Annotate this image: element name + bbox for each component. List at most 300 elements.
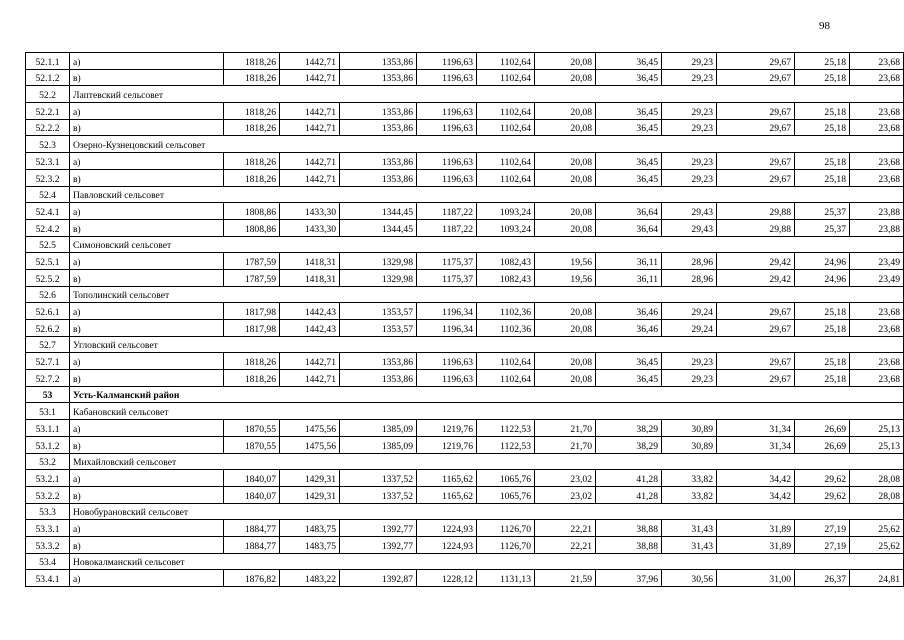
- council-header-row: [26, 286, 904, 303]
- value-cell: 1884,77: [224, 536, 280, 553]
- value-cell: 36,45: [596, 53, 662, 70]
- value-cell: 1385,09: [340, 420, 417, 437]
- table-row: [26, 470, 904, 487]
- value-cell: 1196,34: [417, 320, 477, 337]
- council-header-row: [26, 86, 904, 103]
- value-cell: 1093,24: [477, 219, 535, 236]
- value-cell: 29,67: [717, 119, 795, 136]
- value-cell: 19,56: [535, 269, 596, 286]
- value-cell: 29,23: [662, 153, 717, 170]
- table-row: [26, 203, 904, 220]
- value-cell: 1483,75: [280, 536, 340, 553]
- value-cell: 1187,22: [417, 203, 477, 220]
- value-cell: 29,23: [662, 169, 717, 186]
- row-code: 52.4.1: [26, 203, 70, 220]
- value-cell: 23,68: [850, 303, 904, 320]
- value-cell: 29,67: [717, 53, 795, 70]
- row-code: 52.3.1: [26, 153, 70, 170]
- value-cell: 1818,26: [224, 53, 280, 70]
- value-cell: 1392,87: [340, 570, 417, 587]
- value-cell: 29,67: [717, 103, 795, 120]
- value-cell: 29,88: [717, 219, 795, 236]
- value-cell: 28,08: [850, 470, 904, 487]
- value-cell: 1353,86: [340, 69, 417, 86]
- row-code: 52.5.2: [26, 269, 70, 286]
- row-code: 53.1.2: [26, 436, 70, 453]
- section-name: Тополинский сельсовет: [70, 286, 904, 303]
- value-cell: 1353,86: [340, 119, 417, 136]
- value-cell: 1082,43: [477, 269, 535, 286]
- value-cell: 36,45: [596, 353, 662, 370]
- value-cell: 1818,26: [224, 169, 280, 186]
- value-cell: 29,23: [662, 69, 717, 86]
- value-cell: 23,02: [535, 486, 596, 503]
- value-cell: 29,23: [662, 119, 717, 136]
- value-cell: 23,88: [850, 203, 904, 220]
- value-cell: 1196,63: [417, 53, 477, 70]
- value-cell: 31,89: [717, 520, 795, 537]
- value-cell: 29,67: [717, 169, 795, 186]
- value-cell: 1818,26: [224, 370, 280, 387]
- section-name: Усть-Калманский район: [70, 386, 904, 403]
- row-label: а): [70, 203, 224, 220]
- row-label: а): [70, 520, 224, 537]
- value-cell: 1483,75: [280, 520, 340, 537]
- row-code: 53.4.1: [26, 570, 70, 587]
- value-cell: 25,13: [850, 436, 904, 453]
- value-cell: 1392,77: [340, 536, 417, 553]
- table-row: [26, 169, 904, 186]
- value-cell: 21,59: [535, 570, 596, 587]
- value-cell: 1442,71: [280, 153, 340, 170]
- section-name: Михайловский сельсовет: [70, 453, 904, 470]
- value-cell: 23,68: [850, 353, 904, 370]
- value-cell: 23,68: [850, 169, 904, 186]
- value-cell: 28,08: [850, 486, 904, 503]
- value-cell: 1102,36: [477, 320, 535, 337]
- row-label: а): [70, 103, 224, 120]
- row-code: 53.2.1: [26, 470, 70, 487]
- value-cell: 1442,71: [280, 353, 340, 370]
- row-label: в): [70, 486, 224, 503]
- value-cell: 1102,64: [477, 153, 535, 170]
- value-cell: 1082,43: [477, 253, 535, 270]
- value-cell: 25,18: [795, 370, 850, 387]
- row-label: а): [70, 570, 224, 587]
- value-cell: 31,34: [717, 420, 795, 437]
- value-cell: 23,68: [850, 119, 904, 136]
- value-cell: 29,23: [662, 353, 717, 370]
- value-cell: 20,08: [535, 303, 596, 320]
- value-cell: 29,43: [662, 219, 717, 236]
- table-row: [26, 253, 904, 270]
- value-cell: 1353,86: [340, 53, 417, 70]
- value-cell: 24,96: [795, 269, 850, 286]
- value-cell: 1818,26: [224, 103, 280, 120]
- value-cell: 34,42: [717, 486, 795, 503]
- value-cell: 1196,63: [417, 69, 477, 86]
- value-cell: 25,18: [795, 320, 850, 337]
- value-cell: 1818,26: [224, 119, 280, 136]
- council-header-row: [26, 553, 904, 570]
- value-cell: 25,37: [795, 203, 850, 220]
- value-cell: 31,43: [662, 536, 717, 553]
- value-cell: 31,00: [717, 570, 795, 587]
- row-code: 53.2.2: [26, 486, 70, 503]
- value-cell: 29,67: [717, 353, 795, 370]
- value-cell: 29,24: [662, 320, 717, 337]
- value-cell: 1808,86: [224, 203, 280, 220]
- value-cell: 1175,37: [417, 269, 477, 286]
- value-cell: 1787,59: [224, 269, 280, 286]
- value-cell: 36,11: [596, 269, 662, 286]
- table-row: [26, 320, 904, 337]
- value-cell: 38,88: [596, 536, 662, 553]
- table-row: [26, 303, 904, 320]
- table-row: [26, 486, 904, 503]
- value-cell: 21,70: [535, 436, 596, 453]
- value-cell: 20,08: [535, 353, 596, 370]
- council-header-row: [26, 236, 904, 253]
- value-cell: 29,23: [662, 103, 717, 120]
- value-cell: 1353,57: [340, 303, 417, 320]
- value-cell: 23,68: [850, 69, 904, 86]
- value-cell: 25,13: [850, 420, 904, 437]
- row-label: в): [70, 536, 224, 553]
- value-cell: 26,69: [795, 436, 850, 453]
- value-cell: 23,88: [850, 219, 904, 236]
- row-code: 52.2: [26, 86, 70, 103]
- value-cell: 29,42: [717, 253, 795, 270]
- value-cell: 23,02: [535, 470, 596, 487]
- value-cell: 28,96: [662, 269, 717, 286]
- row-code: 53: [26, 386, 70, 403]
- value-cell: 38,29: [596, 436, 662, 453]
- value-cell: 1196,63: [417, 169, 477, 186]
- row-label: а): [70, 153, 224, 170]
- council-header-row: [26, 503, 904, 520]
- value-cell: 29,24: [662, 303, 717, 320]
- value-cell: 36,46: [596, 320, 662, 337]
- value-cell: 1870,55: [224, 420, 280, 437]
- value-cell: 1131,13: [477, 570, 535, 587]
- row-label: а): [70, 253, 224, 270]
- value-cell: 20,08: [535, 370, 596, 387]
- table-row: [26, 53, 904, 70]
- value-cell: 25,37: [795, 219, 850, 236]
- value-cell: 1353,86: [340, 153, 417, 170]
- value-cell: 37,96: [596, 570, 662, 587]
- row-code: 53.3.1: [26, 520, 70, 537]
- value-cell: 1433,30: [280, 203, 340, 220]
- table-row: [26, 570, 904, 587]
- value-cell: 25,18: [795, 53, 850, 70]
- council-header-row: [26, 453, 904, 470]
- value-cell: 1224,93: [417, 520, 477, 537]
- value-cell: 1093,24: [477, 203, 535, 220]
- value-cell: 20,08: [535, 153, 596, 170]
- row-label: в): [70, 436, 224, 453]
- value-cell: 1329,98: [340, 269, 417, 286]
- value-cell: 20,08: [535, 219, 596, 236]
- row-label: в): [70, 69, 224, 86]
- council-header-row: [26, 403, 904, 420]
- value-cell: 1787,59: [224, 253, 280, 270]
- value-cell: 1102,64: [477, 69, 535, 86]
- value-cell: 1196,34: [417, 303, 477, 320]
- value-cell: 38,88: [596, 520, 662, 537]
- value-cell: 1337,52: [340, 486, 417, 503]
- value-cell: 1429,31: [280, 470, 340, 487]
- value-cell: 34,42: [717, 470, 795, 487]
- value-cell: 1196,63: [417, 119, 477, 136]
- value-cell: 36,11: [596, 253, 662, 270]
- row-code: 52.1.1: [26, 53, 70, 70]
- section-name: Симоновский сельсовет: [70, 236, 904, 253]
- value-cell: 23,68: [850, 103, 904, 120]
- row-label: а): [70, 470, 224, 487]
- table-row: [26, 219, 904, 236]
- value-cell: 41,28: [596, 486, 662, 503]
- value-cell: 1126,70: [477, 520, 535, 537]
- value-cell: 1344,45: [340, 219, 417, 236]
- value-cell: 1353,86: [340, 103, 417, 120]
- value-cell: 1840,07: [224, 470, 280, 487]
- row-label: в): [70, 370, 224, 387]
- value-cell: 1102,64: [477, 103, 535, 120]
- value-cell: 29,62: [795, 486, 850, 503]
- value-cell: 29,62: [795, 470, 850, 487]
- value-cell: 20,08: [535, 169, 596, 186]
- value-cell: 25,18: [795, 103, 850, 120]
- value-cell: 23,68: [850, 320, 904, 337]
- value-cell: 36,64: [596, 219, 662, 236]
- value-cell: 1219,76: [417, 436, 477, 453]
- row-code: 52.3: [26, 136, 70, 153]
- value-cell: 21,70: [535, 420, 596, 437]
- value-cell: 25,18: [795, 119, 850, 136]
- table-row: [26, 520, 904, 537]
- value-cell: 1353,86: [340, 353, 417, 370]
- value-cell: 1102,64: [477, 370, 535, 387]
- value-cell: 31,43: [662, 520, 717, 537]
- row-code: 52.5.1: [26, 253, 70, 270]
- value-cell: 25,18: [795, 69, 850, 86]
- value-cell: 22,21: [535, 520, 596, 537]
- value-cell: 1817,98: [224, 320, 280, 337]
- value-cell: 41,28: [596, 470, 662, 487]
- row-label: в): [70, 119, 224, 136]
- value-cell: 28,96: [662, 253, 717, 270]
- value-cell: 30,89: [662, 436, 717, 453]
- value-cell: 38,29: [596, 420, 662, 437]
- row-label: а): [70, 53, 224, 70]
- row-code: 53.4: [26, 553, 70, 570]
- value-cell: 1329,98: [340, 253, 417, 270]
- value-cell: 27,19: [795, 520, 850, 537]
- value-cell: 29,67: [717, 320, 795, 337]
- value-cell: 1442,71: [280, 103, 340, 120]
- value-cell: 1475,56: [280, 436, 340, 453]
- value-cell: 1818,26: [224, 69, 280, 86]
- value-cell: 29,67: [717, 153, 795, 170]
- value-cell: 1337,52: [340, 470, 417, 487]
- row-code: 52.3.2: [26, 169, 70, 186]
- value-cell: 1344,45: [340, 203, 417, 220]
- value-cell: 1122,53: [477, 436, 535, 453]
- table-row: [26, 103, 904, 120]
- row-label: в): [70, 169, 224, 186]
- row-label: а): [70, 353, 224, 370]
- value-cell: 1442,71: [280, 169, 340, 186]
- value-cell: 27,19: [795, 536, 850, 553]
- value-cell: 36,45: [596, 103, 662, 120]
- value-cell: 31,34: [717, 436, 795, 453]
- value-cell: 29,23: [662, 370, 717, 387]
- value-cell: 29,23: [662, 53, 717, 70]
- table-row: [26, 370, 904, 387]
- value-cell: 23,68: [850, 370, 904, 387]
- row-label: в): [70, 269, 224, 286]
- value-cell: 20,08: [535, 119, 596, 136]
- value-cell: 31,89: [717, 536, 795, 553]
- table-row: [26, 269, 904, 286]
- value-cell: 36,45: [596, 153, 662, 170]
- table-body: [26, 53, 904, 587]
- value-cell: 1102,64: [477, 169, 535, 186]
- council-header-row: [26, 136, 904, 153]
- value-cell: 23,68: [850, 53, 904, 70]
- value-cell: 1392,77: [340, 520, 417, 537]
- council-header-row: [26, 186, 904, 203]
- value-cell: 1196,63: [417, 370, 477, 387]
- value-cell: 1442,71: [280, 69, 340, 86]
- value-cell: 1808,86: [224, 219, 280, 236]
- value-cell: 1126,70: [477, 536, 535, 553]
- value-cell: 1433,30: [280, 219, 340, 236]
- value-cell: 1818,26: [224, 153, 280, 170]
- value-cell: 26,37: [795, 570, 850, 587]
- row-code: 52.6: [26, 286, 70, 303]
- value-cell: 29,67: [717, 303, 795, 320]
- row-code: 52.6.1: [26, 303, 70, 320]
- value-cell: 1102,64: [477, 53, 535, 70]
- value-cell: 19,56: [535, 253, 596, 270]
- value-cell: 1196,63: [417, 153, 477, 170]
- section-name: Новобурановский сельсовет: [70, 503, 904, 520]
- value-cell: 1418,31: [280, 269, 340, 286]
- value-cell: 29,67: [717, 69, 795, 86]
- value-cell: 30,56: [662, 570, 717, 587]
- value-cell: 1442,43: [280, 320, 340, 337]
- value-cell: 1840,07: [224, 486, 280, 503]
- value-cell: 1102,64: [477, 353, 535, 370]
- value-cell: 1353,86: [340, 169, 417, 186]
- value-cell: 1065,76: [477, 470, 535, 487]
- value-cell: 20,08: [535, 69, 596, 86]
- value-cell: 1224,93: [417, 536, 477, 553]
- row-code: 53.2: [26, 453, 70, 470]
- row-code: 53.1: [26, 403, 70, 420]
- value-cell: 1165,62: [417, 486, 477, 503]
- value-cell: 1817,98: [224, 303, 280, 320]
- value-cell: 33,82: [662, 486, 717, 503]
- value-cell: 1196,63: [417, 103, 477, 120]
- value-cell: 36,45: [596, 69, 662, 86]
- table-row: [26, 436, 904, 453]
- value-cell: 24,96: [795, 253, 850, 270]
- value-cell: 1187,22: [417, 219, 477, 236]
- value-cell: 1442,43: [280, 303, 340, 320]
- value-cell: 36,45: [596, 169, 662, 186]
- value-cell: 30,89: [662, 420, 717, 437]
- row-label: в): [70, 219, 224, 236]
- value-cell: 1175,37: [417, 253, 477, 270]
- value-cell: 36,64: [596, 203, 662, 220]
- value-cell: 24,81: [850, 570, 904, 587]
- value-cell: 1442,71: [280, 370, 340, 387]
- value-cell: 25,18: [795, 353, 850, 370]
- row-code: 52.7.2: [26, 370, 70, 387]
- value-cell: 29,42: [717, 269, 795, 286]
- value-cell: 1818,26: [224, 353, 280, 370]
- section-name: Лаптевский сельсовет: [70, 86, 904, 103]
- value-cell: 1165,62: [417, 470, 477, 487]
- value-cell: 23,49: [850, 269, 904, 286]
- table-row: [26, 536, 904, 553]
- value-cell: 1065,76: [477, 486, 535, 503]
- table-row: [26, 420, 904, 437]
- value-cell: 1196,63: [417, 353, 477, 370]
- row-code: 52.2.1: [26, 103, 70, 120]
- value-cell: 1353,86: [340, 370, 417, 387]
- value-cell: 1870,55: [224, 436, 280, 453]
- value-cell: 1884,77: [224, 520, 280, 537]
- value-cell: 1228,12: [417, 570, 477, 587]
- value-cell: 1102,64: [477, 119, 535, 136]
- row-code: 53.3.2: [26, 536, 70, 553]
- value-cell: 20,08: [535, 320, 596, 337]
- row-code: 52.7: [26, 336, 70, 353]
- row-code: 52.1.2: [26, 69, 70, 86]
- value-cell: 36,45: [596, 119, 662, 136]
- row-code: 53.1.1: [26, 420, 70, 437]
- table-row: [26, 353, 904, 370]
- row-label: а): [70, 303, 224, 320]
- value-cell: 33,82: [662, 470, 717, 487]
- value-cell: 1876,82: [224, 570, 280, 587]
- table-row: [26, 153, 904, 170]
- row-code: 52.4.2: [26, 219, 70, 236]
- row-code: 52.5: [26, 236, 70, 253]
- value-cell: 1418,31: [280, 253, 340, 270]
- value-cell: 29,67: [717, 370, 795, 387]
- value-cell: 1475,56: [280, 420, 340, 437]
- value-cell: 26,69: [795, 420, 850, 437]
- value-cell: 20,08: [535, 53, 596, 70]
- table-row: [26, 119, 904, 136]
- section-name: Угловский сельсовет: [70, 336, 904, 353]
- value-cell: 36,46: [596, 303, 662, 320]
- section-name: Кабановский сельсовет: [70, 403, 904, 420]
- value-cell: 29,88: [717, 203, 795, 220]
- value-cell: 1442,71: [280, 119, 340, 136]
- value-cell: 1442,71: [280, 53, 340, 70]
- value-cell: 23,49: [850, 253, 904, 270]
- value-cell: 1122,53: [477, 420, 535, 437]
- row-code: 52.6.2: [26, 320, 70, 337]
- page-number: 98: [819, 20, 830, 32]
